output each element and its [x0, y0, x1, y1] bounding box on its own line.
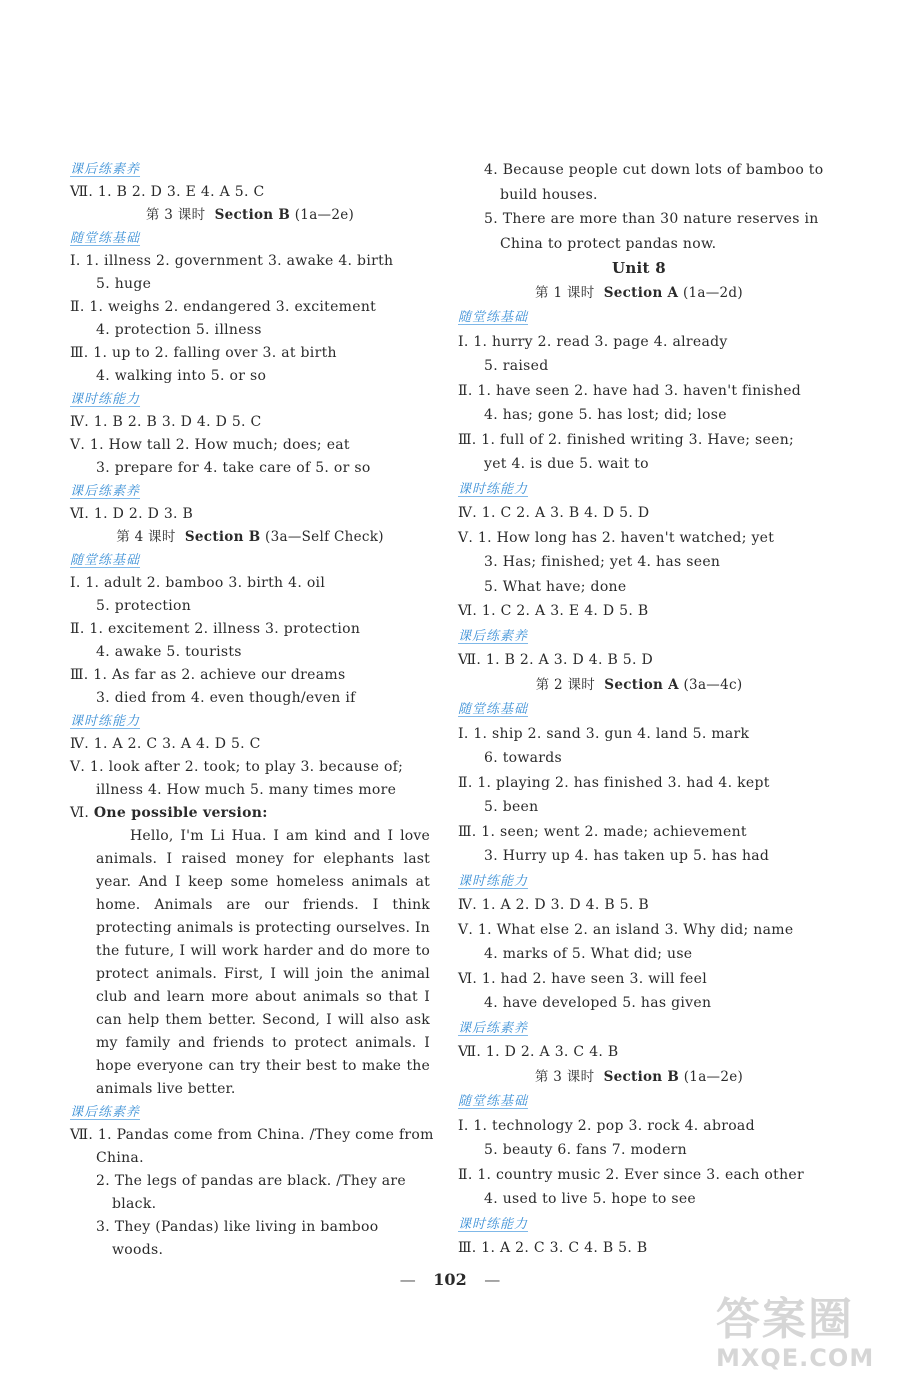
answer-line: Ⅶ. 1. B 2. A 3. D 4. B 5. D [458, 652, 654, 668]
page-dash-right: — [484, 1270, 501, 1289]
lesson-range: (3a—Self Check) [265, 529, 384, 545]
answer-line [70, 802, 430, 825]
answer-line: Ⅴ. 1. look after 2. took; to play 3. because of; [70, 759, 404, 775]
section-heading [458, 697, 820, 722]
unit-heading: Unit 8 [611, 259, 667, 277]
page-number-footer [0, 1270, 900, 1289]
answer-line: Ⅱ. 1. weighs 2. endangered 3. excitement [70, 299, 377, 315]
answer-line-cont: build houses. [500, 186, 598, 203]
answer-line: Ⅴ. 1. What else 2. an island 3. Why did; name [458, 921, 794, 938]
section-heading-text: 课时练能力 [70, 714, 141, 729]
answer-line-cont: 5. There are more than 30 nature reserves in [484, 211, 819, 227]
answer-line-cont: 5. huge [96, 276, 152, 292]
lesson-range: (1a—2e) [683, 1068, 744, 1085]
section-heading-text: 课时练能力 [458, 1216, 529, 1232]
lesson-range: (1a—2e) [294, 207, 355, 223]
right-column [458, 158, 824, 1261]
answer-line: Ⅱ. 1. excitement 2. illness 3. protection [70, 621, 361, 637]
watermark-cn: 答案圈 [716, 1296, 854, 1345]
answer-line-cont: illness 4. How much 5. many times more [96, 782, 397, 798]
lesson-section: Section B [214, 207, 291, 223]
left-column [70, 158, 434, 1262]
answer-line-cont: 5. beauty 6. fans 7. modern [484, 1142, 687, 1158]
section-heading-text: 随堂练基础 [458, 702, 529, 717]
answer-line-cont: 5. What have; done [484, 578, 627, 595]
answer-line: Ⅰ. 1. ship 2. sand 3. gun 4. land 5. mark [458, 725, 750, 742]
answer-line: Ⅶ. 1. B 2. D 3. E 4. A 5. C [70, 184, 265, 200]
answer-line-cont: 4. has; gone 5. has lost; did; lose [484, 407, 727, 423]
section-heading [70, 480, 430, 503]
section-heading [458, 869, 820, 894]
answer-line-cont: yet 4. is due 5. wait to [484, 456, 649, 472]
sample-version-label: One possible version: [93, 805, 268, 821]
answer-line: Ⅴ. 1. How long has 2. haven't watched; yet [458, 529, 775, 546]
lesson-section: Section B [603, 1068, 680, 1085]
section-heading [70, 549, 430, 572]
section-heading [70, 388, 430, 411]
answer-line-cont: 3. Hurry up 4. has taken up 5. has had [484, 848, 770, 864]
section-heading [70, 227, 430, 250]
answer-line-cont: 3. Has; finished; yet 4. has seen [484, 554, 721, 570]
answer-line: Ⅵ. 1. C 2. A 3. E 4. D 5. B [458, 603, 649, 619]
lesson-range: (3a—4c) [683, 676, 743, 693]
answer-line: Ⅰ. 1. adult 2. bamboo 3. birth 4. oil [70, 575, 326, 591]
answer-line: Ⅳ. 1. A 2. C 3. A 4. D 5. C [70, 736, 261, 752]
answer-line-cont: 4. awake 5. tourists [96, 644, 242, 660]
answer-line: Ⅲ. 1. up to 2. falling over 3. at birth [70, 345, 337, 361]
page-dash-left: — [399, 1270, 416, 1289]
answer-line: Ⅱ. 1. playing 2. has finished 3. had 4. kept [458, 774, 770, 791]
answer-line-cont: 2. The legs of pandas are black. /They are [96, 1173, 407, 1189]
lesson-section: Section B [184, 529, 261, 545]
answer-line: Ⅰ. 1. technology 2. pop 3. rock 4. abroad [458, 1117, 755, 1134]
answer-line-cont: 4. have developed 5. has given [484, 995, 712, 1011]
lesson-heading [70, 204, 430, 227]
section-heading [70, 158, 430, 181]
answer-line: Ⅲ. 1. full of 2. finished writing 3. Have; seen; [458, 431, 795, 448]
answer-line-cont: 4. protection 5. illness [96, 322, 262, 338]
answer-line-cont: 3. died from 4. even though/even if [96, 690, 356, 706]
lesson-section: Section A [603, 284, 679, 301]
section-heading-text: 课时练能力 [70, 392, 141, 407]
lesson-number: 第 3 课时 [534, 1068, 595, 1085]
section-heading [458, 624, 820, 649]
answer-line-cont: woods. [112, 1242, 164, 1258]
answer-line: Ⅶ. 1. D 2. A 3. C 4. B [458, 1044, 619, 1060]
section-heading [458, 477, 820, 502]
section-heading-text: 随堂练基础 [458, 310, 529, 325]
section-heading [70, 710, 430, 733]
answer-line-cont: 3. prepare for 4. take care of 5. or so [96, 460, 371, 476]
lesson-number: 第 2 课时 [535, 676, 596, 693]
answer-line: Ⅱ. 1. have seen 2. have had 3. haven't finished [458, 382, 802, 399]
section-heading-text: 课后练素养 [70, 1105, 141, 1120]
answer-line-cont: China. [96, 1150, 144, 1166]
answer-line-cont: 4. marks of 5. What did; use [484, 946, 693, 962]
watermark-logo [716, 1296, 886, 1382]
answer-line: Ⅵ. 1. D 2. D 3. B [70, 506, 194, 522]
answer-line-cont: 5. raised [484, 358, 549, 374]
section-heading [458, 305, 820, 330]
answer-line-cont: 4. walking into 5. or so [96, 368, 267, 384]
section-heading-text: 课后练素养 [458, 1020, 529, 1036]
section-heading-text: 随堂练基础 [70, 231, 141, 246]
lesson-number: 第 4 课时 [116, 529, 176, 545]
answer-line-cont: black. [112, 1196, 157, 1212]
answer-line: Ⅰ. 1. illness 2. government 3. awake 4. birth [70, 253, 394, 269]
section-heading-text: 课后练素养 [458, 628, 529, 644]
answer-line-cont: 6. towards [484, 750, 563, 766]
answer-line: Ⅲ. 1. A 2. C 3. C 4. B 5. B [458, 1240, 648, 1256]
question-number: Ⅵ. [70, 805, 94, 821]
answer-line-cont: China to protect pandas now. [500, 235, 717, 252]
lesson-heading [458, 1065, 820, 1090]
answer-line-cont: 5. been [484, 799, 539, 815]
sample-essay: Hello, I'm Li Hua. I am kind and I love animals. I raised money for elephants last year. And I keep some homeless animals at home. Animals are our friends. I think protecting animals is protecting ourselves. In the future, I will work harder and do more to protect animals. First, I will join the animal club and learn more about animals so that I can help them better. Second, I will also ask my family and friends to protect animals. I hope everyone can try their best to make the animals live better. [96, 828, 430, 1097]
lesson-number: 第 1 课时 [535, 284, 595, 301]
lesson-heading [458, 673, 820, 698]
section-heading-text: 课时练能力 [458, 481, 529, 497]
answer-line: Ⅳ. 1. B 2. B 3. D 4. D 5. C [70, 414, 262, 430]
answer-line: Ⅵ. 1. had 2. have seen 3. will feel [458, 970, 708, 987]
answer-line-cont: 4. Because people cut down lots of bamboo to [484, 162, 824, 178]
section-heading [458, 1016, 820, 1041]
section-heading [70, 1101, 430, 1124]
lesson-number: 第 3 课时 [145, 207, 206, 223]
answer-line-cont: 5. protection [96, 598, 192, 614]
lesson-heading [458, 281, 820, 306]
section-heading-text: 随堂练基础 [458, 1094, 529, 1109]
answer-line: Ⅲ. 1. seen; went 2. made; achievement [458, 823, 747, 840]
answer-line-cont: 4. used to live 5. hope to see [484, 1191, 697, 1207]
section-heading-text: 课时练能力 [458, 873, 529, 889]
section-heading-text: 课后练素养 [70, 162, 141, 177]
lesson-heading [70, 526, 430, 549]
answer-line: Ⅲ. 1. As far as 2. achieve our dreams [70, 667, 346, 683]
watermark-en: MXQE.COM [716, 1344, 875, 1372]
section-heading [458, 1089, 820, 1114]
answer-line-cont: 3. They (Pandas) like living in bamboo [96, 1219, 379, 1235]
answer-line: Ⅶ. 1. Pandas come from China. /They come from [70, 1127, 434, 1143]
answer-line: Ⅳ. 1. C 2. A 3. B 4. D 5. D [458, 505, 650, 521]
section-heading [458, 1212, 820, 1237]
page-number: 102 [433, 1270, 467, 1289]
answer-line: Ⅰ. 1. hurry 2. read 3. page 4. already [458, 333, 728, 350]
answer-line: Ⅳ. 1. A 2. D 3. D 4. B 5. B [458, 897, 649, 913]
lesson-range: (1a—2d) [682, 284, 743, 301]
lesson-section: Section A [604, 676, 679, 693]
answer-line: Ⅱ. 1. country music 2. Ever since 3. each other [458, 1166, 804, 1183]
section-heading-text: 课后练素养 [70, 484, 141, 499]
answer-line: Ⅴ. 1. How tall 2. How much; does; eat [70, 437, 350, 453]
section-heading-text: 随堂练基础 [70, 553, 141, 568]
